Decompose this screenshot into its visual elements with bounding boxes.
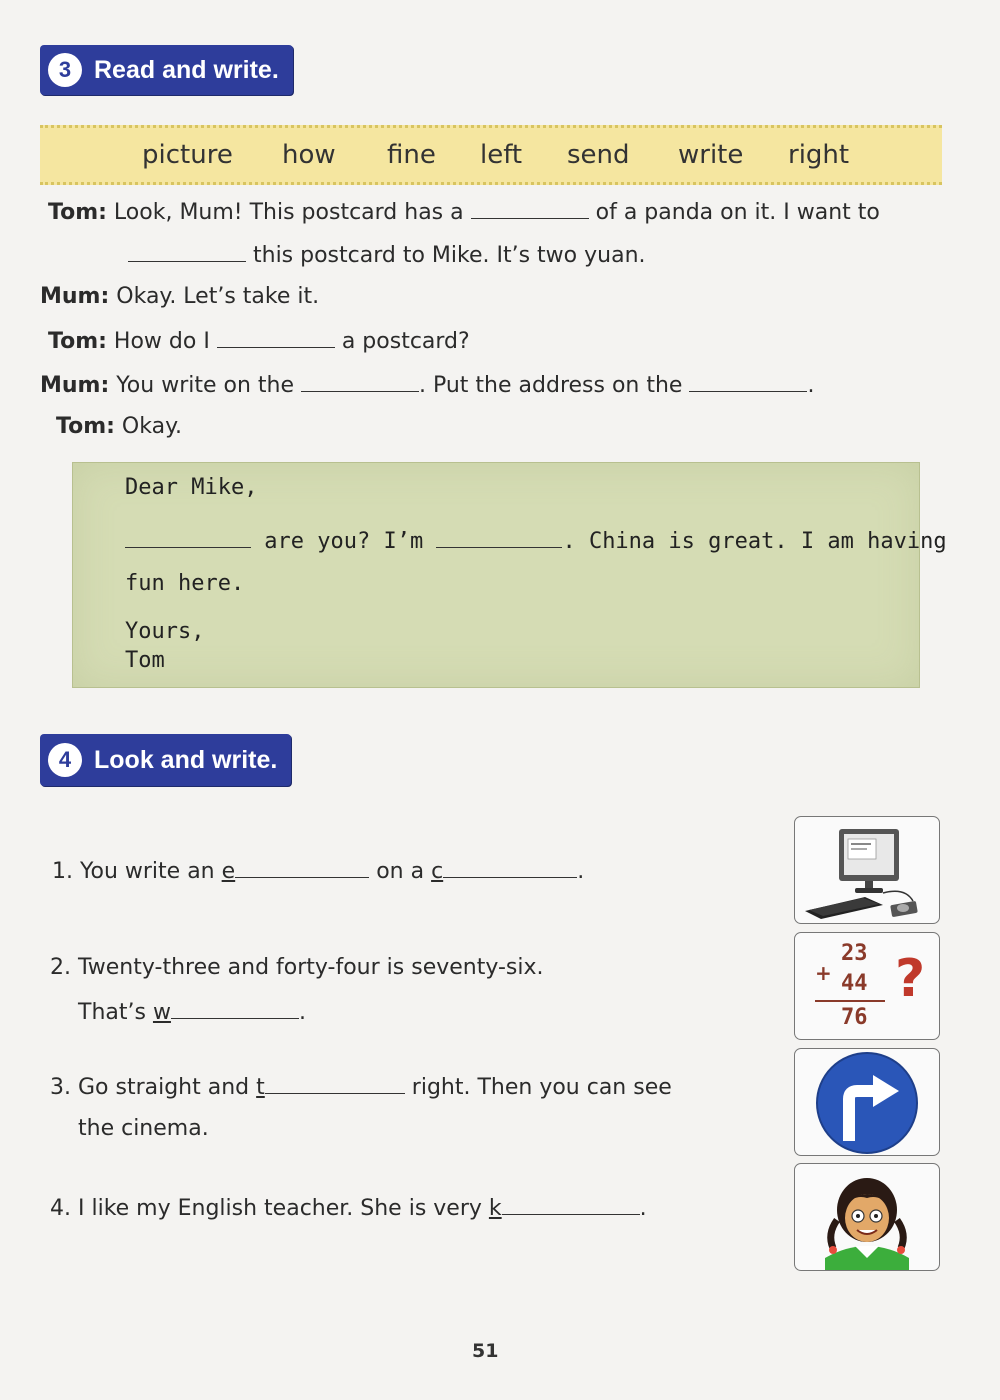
sum-number: 23: [841, 941, 868, 966]
dialogue-line-4: [48, 327, 470, 354]
dialogue-text: Okay. Let’s take it.: [116, 284, 320, 309]
answer-blank[interactable]: [171, 998, 299, 1019]
question-2: 2. Twenty-three and forty-four is seventy-six.: [50, 955, 544, 980]
section-3-header: [40, 45, 293, 95]
answer-blank[interactable]: [265, 1073, 405, 1094]
page-number: 51: [472, 1340, 499, 1362]
dialogue-text: Okay.: [121, 414, 182, 439]
computer-icon: [795, 817, 940, 924]
postcard-signature: Tom: [125, 648, 165, 673]
word-bank: [40, 125, 942, 185]
smiling-girl-icon: [795, 1164, 940, 1271]
dialogue-text: this postcard to Mike. It’s two yuan.: [253, 243, 646, 268]
postcard-line-3: fun here.: [125, 571, 245, 596]
sum-line: [815, 1000, 885, 1002]
dialogue-text: .: [807, 373, 815, 398]
question-1: [52, 857, 584, 884]
sum-result: 76: [841, 1005, 868, 1030]
sum-number: 44: [841, 971, 868, 996]
speaker: Mum:: [40, 373, 110, 398]
computer-picture: [794, 816, 940, 924]
dialogue-line-2: [128, 241, 646, 268]
speaker: Mum:: [40, 284, 110, 309]
word-bank-item: send: [567, 140, 630, 170]
section-title: Look and write.: [94, 745, 278, 774]
postcard-text: are you? I’m: [264, 529, 424, 554]
dialogue-line-5: [40, 371, 814, 398]
answer-blank[interactable]: [125, 527, 251, 548]
question-3: [50, 1073, 672, 1100]
hint-letter: c: [431, 859, 444, 884]
dialogue-text: a postcard?: [341, 329, 470, 354]
word-bank-item: fine: [387, 140, 436, 170]
postcard-text: . China is great. I am having: [562, 529, 947, 554]
turn-right-arrow-icon: [795, 1049, 940, 1156]
question-text: 1. You write an: [52, 859, 215, 884]
section-title: Read and write.: [94, 55, 279, 84]
section-number: 4: [48, 743, 82, 777]
turn-right-sign-picture: [794, 1048, 940, 1156]
question-text: 4. I like my English teacher. She is very: [50, 1196, 482, 1221]
dialogue-text: . Put the address on the: [419, 373, 683, 398]
section-4-header: [40, 734, 291, 786]
answer-blank[interactable]: [471, 198, 589, 219]
dialogue-line-3: [40, 284, 319, 309]
hint-letter: e: [221, 859, 236, 884]
dialogue-text: How do I: [113, 329, 210, 354]
postcard-line-2: [125, 527, 947, 554]
plus-sign: +: [815, 961, 832, 985]
word-bank-item: right: [788, 140, 850, 170]
answer-blank[interactable]: [443, 857, 577, 878]
dialogue-text: You write on the: [116, 373, 294, 398]
question-text: on a: [376, 859, 425, 884]
answer-blank[interactable]: [436, 527, 562, 548]
answer-blank[interactable]: [235, 857, 369, 878]
question-3-line-2: the cinema.: [78, 1116, 209, 1141]
addition-picture: [794, 932, 940, 1040]
answer-blank[interactable]: [128, 241, 246, 262]
answer-blank[interactable]: [217, 327, 335, 348]
hint-letter: w: [152, 1000, 171, 1025]
question-mark-icon: ?: [895, 949, 926, 1009]
word-bank-item: how: [282, 140, 336, 170]
question-text: .: [639, 1196, 647, 1221]
question-text: .: [577, 859, 585, 884]
speaker: Tom:: [56, 414, 115, 439]
answer-blank[interactable]: [689, 371, 807, 392]
dialogue-text: Look, Mum! This postcard has a: [113, 200, 464, 225]
hint-letter: k: [488, 1196, 502, 1221]
teacher-picture: [794, 1163, 940, 1271]
postcard-closing: Yours,: [125, 619, 205, 644]
dialogue-text: of a panda on it. I want to: [595, 200, 880, 225]
speaker: Tom:: [48, 200, 107, 225]
question-text: 3. Go straight and: [50, 1075, 250, 1100]
question-text: .: [298, 1000, 306, 1025]
postcard-greeting: Dear Mike,: [125, 475, 258, 500]
speaker: Tom:: [48, 329, 107, 354]
answer-blank[interactable]: [301, 371, 419, 392]
question-text: That’s: [78, 1000, 146, 1025]
answer-blank[interactable]: [502, 1194, 640, 1215]
postcard: [72, 462, 947, 688]
word-bank-item: write: [678, 140, 744, 170]
word-bank-item: left: [480, 140, 523, 170]
section-number: 3: [48, 53, 82, 87]
question-4: [50, 1194, 647, 1221]
hint-letter: t: [256, 1075, 265, 1100]
word-bank-item: picture: [142, 140, 233, 170]
question-2-line-2: [78, 998, 306, 1025]
question-text: right. Then you can see: [411, 1075, 672, 1100]
dialogue-line-6: [56, 414, 182, 439]
dialogue-line-1: [48, 198, 880, 225]
